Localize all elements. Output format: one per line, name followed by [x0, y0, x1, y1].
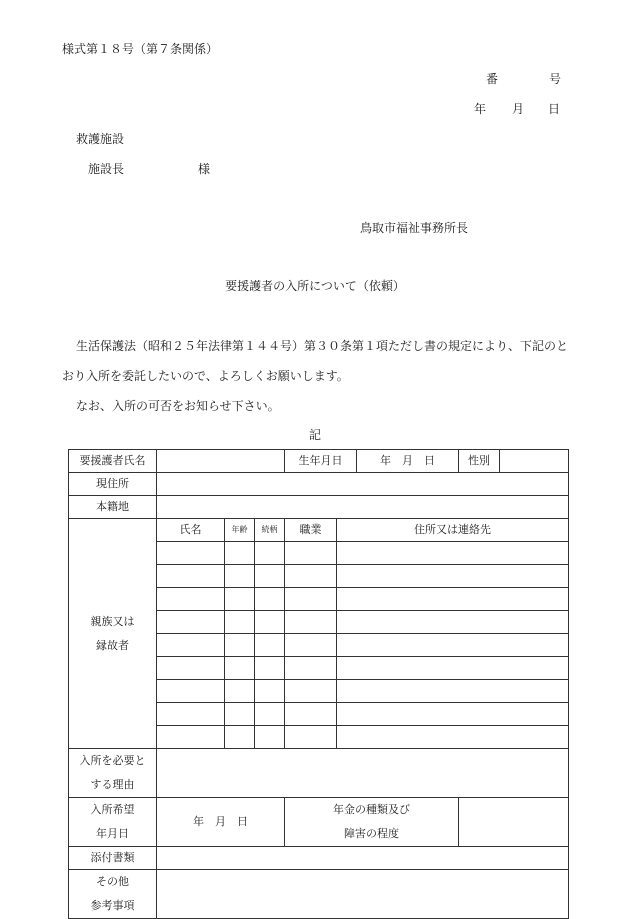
- rel-header-relation: 続柄: [255, 519, 285, 542]
- reason-label: [69, 749, 157, 798]
- relatives-label-line-2: 縁故者: [96, 638, 129, 652]
- attachments-field[interactable]: [157, 847, 569, 870]
- relatives-label-line-1: 親族又は: [90, 614, 135, 628]
- name-field[interactable]: [157, 450, 285, 473]
- ki-heading: 記: [308, 428, 321, 442]
- row-attachments: [69, 847, 569, 870]
- rel-job-cell[interactable]: [285, 634, 337, 657]
- rel-name-cell[interactable]: [157, 611, 225, 634]
- rel-contact-cell[interactable]: [337, 611, 569, 634]
- rel-contact-cell[interactable]: [337, 657, 569, 680]
- body-line-2: おり入所を委託したいので、よろしくお願いします。: [62, 369, 349, 383]
- sex-cell: [459, 450, 569, 473]
- rel-age-cell[interactable]: [225, 726, 255, 749]
- body-line-3: なお、入所の可否をお知らせ下さい。: [76, 399, 280, 413]
- rel-age-cell[interactable]: [225, 611, 255, 634]
- rel-job-cell[interactable]: [285, 588, 337, 611]
- rel-relation-cell[interactable]: [255, 726, 285, 749]
- pension-label-line-2: 障害の程度: [344, 827, 400, 840]
- number-ban-label: 番: [486, 72, 499, 86]
- rel-relation-cell[interactable]: [255, 634, 285, 657]
- rel-relation-cell[interactable]: [255, 565, 285, 588]
- desired-date-value: 年 月 日: [193, 815, 248, 829]
- other-label-line-2: 参考事項: [90, 899, 135, 912]
- rel-header-contact: 住所又は連絡先: [337, 519, 569, 542]
- pension-label-line-1: 年金の種類及び: [333, 803, 411, 816]
- form-number: 様式第１８号（第７条関係）: [62, 42, 219, 56]
- dob-value: 年 月 日: [380, 454, 436, 468]
- rel-job-cell[interactable]: [285, 680, 337, 703]
- sex-label: 性別: [459, 450, 500, 472]
- addressee-org: 救護施設: [76, 132, 125, 146]
- relatives-header-row: [69, 519, 569, 542]
- rel-relation-cell[interactable]: [255, 657, 285, 680]
- rel-relation-cell[interactable]: [255, 703, 285, 726]
- rel-age-cell[interactable]: [225, 542, 255, 565]
- rel-job-cell[interactable]: [285, 565, 337, 588]
- rel-contact-cell[interactable]: [337, 726, 569, 749]
- rel-job-cell[interactable]: [285, 726, 337, 749]
- rel-age-cell[interactable]: [225, 588, 255, 611]
- row-name: [69, 450, 569, 473]
- rel-contact-cell[interactable]: [337, 565, 569, 588]
- domicile-label: 本籍地: [69, 496, 157, 519]
- rel-name-cell[interactable]: [157, 657, 225, 680]
- number-go-label: 号: [549, 72, 562, 86]
- other-label: [69, 870, 157, 919]
- sex-field[interactable]: [500, 450, 568, 472]
- rel-header-name: 氏名: [157, 519, 225, 542]
- rel-relation-cell[interactable]: [255, 588, 285, 611]
- desired-date-field[interactable]: [157, 798, 285, 847]
- row-domicile: [69, 496, 569, 519]
- pension-label: [285, 798, 459, 847]
- rel-header-age: 年齢: [225, 519, 255, 542]
- date-month-label: 月: [512, 102, 525, 116]
- rel-header-job: 職業: [285, 519, 337, 542]
- desired-date-label: [69, 798, 157, 847]
- rel-age-cell[interactable]: [225, 634, 255, 657]
- address-label: 現住所: [69, 473, 157, 496]
- attachments-label: 添付書類: [69, 847, 157, 870]
- rel-name-cell[interactable]: [157, 726, 225, 749]
- rel-age-cell[interactable]: [225, 657, 255, 680]
- row-address: [69, 473, 569, 496]
- rel-age-cell[interactable]: [225, 680, 255, 703]
- reason-field[interactable]: [157, 749, 569, 798]
- form-table: [68, 449, 569, 919]
- rel-job-cell[interactable]: [285, 611, 337, 634]
- rel-relation-cell[interactable]: [255, 680, 285, 703]
- subject-title: 要援護者の入所について（依頼）: [225, 279, 405, 293]
- rel-name-cell[interactable]: [157, 680, 225, 703]
- rel-name-cell[interactable]: [157, 565, 225, 588]
- rel-job-cell[interactable]: [285, 703, 337, 726]
- dob-field[interactable]: [357, 450, 459, 473]
- name-label: 要援護者氏名: [69, 450, 157, 473]
- other-label-line-1: その他: [96, 875, 129, 888]
- rel-name-cell[interactable]: [157, 703, 225, 726]
- rel-contact-cell[interactable]: [337, 588, 569, 611]
- addressee-title: 施設長: [88, 162, 125, 176]
- domicile-field[interactable]: [157, 496, 569, 519]
- rel-age-cell[interactable]: [225, 565, 255, 588]
- sender-name: 鳥取市福祉事務所長: [360, 221, 469, 235]
- address-field[interactable]: [157, 473, 569, 496]
- dob-label: 生年月日: [285, 450, 357, 473]
- desired-date-label-line-2: 年月日: [96, 827, 129, 840]
- rel-contact-cell[interactable]: [337, 634, 569, 657]
- rel-relation-cell[interactable]: [255, 542, 285, 565]
- rel-contact-cell[interactable]: [337, 703, 569, 726]
- rel-name-cell[interactable]: [157, 542, 225, 565]
- rel-age-cell[interactable]: [225, 703, 255, 726]
- body-line-1: 生活保護法（昭和２５年法律第１４４号）第３０条第１項ただし書の規定により、下記のと: [76, 339, 569, 353]
- pension-field[interactable]: [459, 798, 569, 847]
- row-desired-date: [69, 798, 569, 847]
- desired-date-label-line-1: 入所希望: [90, 803, 135, 816]
- addressee-honorific: 様: [198, 162, 211, 176]
- row-other: [69, 870, 569, 919]
- rel-name-cell[interactable]: [157, 634, 225, 657]
- rel-job-cell[interactable]: [285, 542, 337, 565]
- rel-job-cell[interactable]: [285, 657, 337, 680]
- date-day-label: 日: [548, 102, 561, 116]
- rel-contact-cell[interactable]: [337, 680, 569, 703]
- reason-label-line-2: する理由: [90, 778, 135, 791]
- rel-contact-cell[interactable]: [337, 542, 569, 565]
- reason-label-line-1: 入所を必要と: [79, 754, 146, 767]
- rel-relation-cell[interactable]: [255, 611, 285, 634]
- date-year-label: 年: [474, 102, 487, 116]
- other-field[interactable]: [157, 870, 569, 919]
- relatives-label: [69, 519, 157, 749]
- row-reason: [69, 749, 569, 798]
- rel-name-cell[interactable]: [157, 588, 225, 611]
